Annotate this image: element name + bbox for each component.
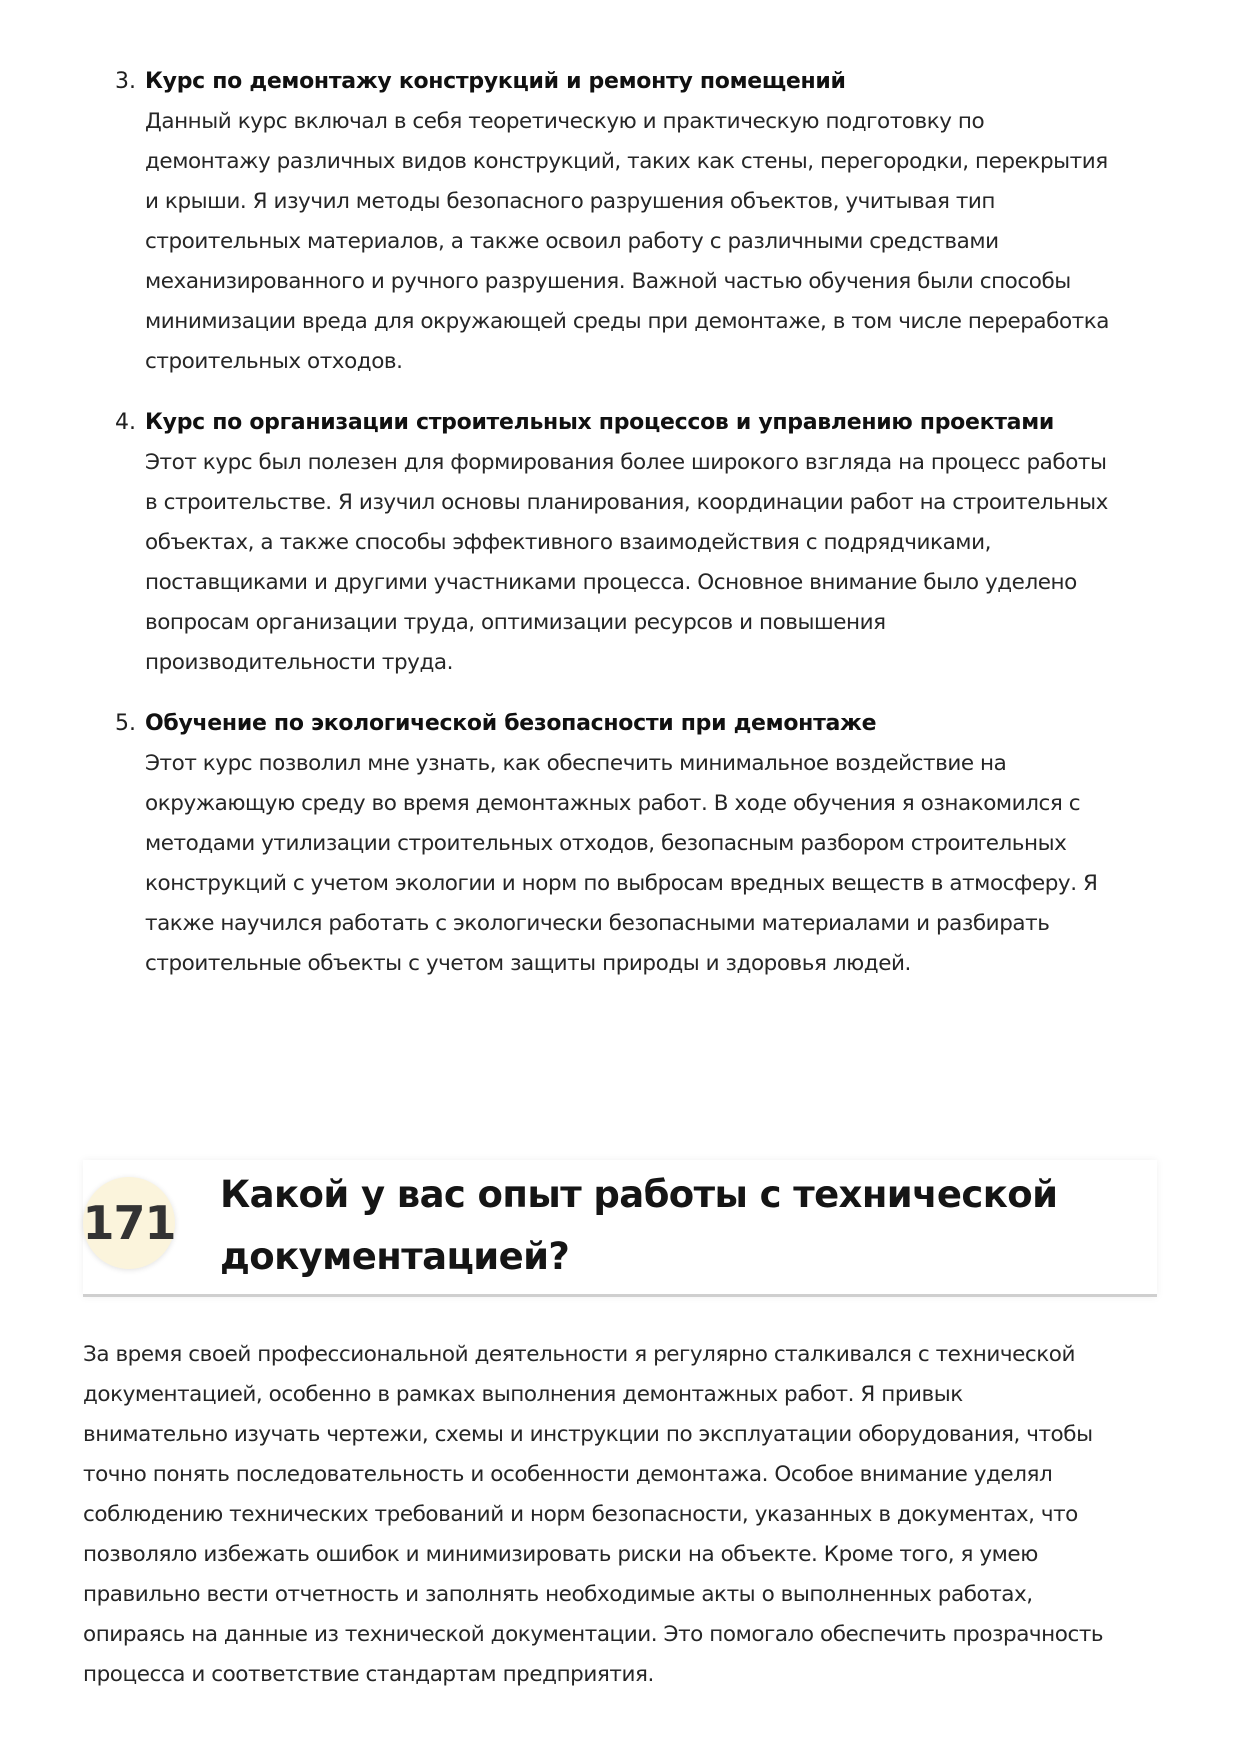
course-desc-line: окружающую среду во время демонтажных работ. В ходе обучения я ознакомился с bbox=[145, 791, 1081, 816]
answer-line: правильно вести отчетность и заполнять необходимые акты о выполненных работах, bbox=[83, 1582, 1033, 1607]
answer-text bbox=[83, 1335, 1163, 1695]
answer-line: За время своей профессиональной деятельности я регулярно сталкивался с технической bbox=[83, 1342, 1076, 1367]
course-desc-line: демонтажу различных видов конструкций, таких как стены, перегородки, перекрытия bbox=[145, 149, 1108, 174]
course-desc-line: вопросам организации труда, оптимизации ресурсов и повышения bbox=[145, 610, 886, 635]
question-header bbox=[83, 1160, 1157, 1297]
question-number-badge: 171 bbox=[83, 1177, 175, 1269]
course-desc-line: Этот курс был полезен для формирования более широкого взгляда на процесс работы bbox=[145, 450, 1107, 475]
answer-line: опираясь на данные из технической документации. Это помогало обеспечить прозрачность bbox=[83, 1622, 1104, 1647]
answer-line: документацией, особенно в рамках выполнения демонтажных работ. Я привык bbox=[83, 1382, 963, 1407]
course-desc-line: конструкций с учетом экологии и норм по выбросам вредных веществ в атмосферу. Я bbox=[145, 871, 1098, 896]
course-desc-line: строительных отходов. bbox=[145, 349, 403, 374]
course-item bbox=[83, 62, 1163, 382]
course-number: 5. bbox=[115, 711, 136, 736]
course-list bbox=[83, 62, 1163, 1005]
course-description bbox=[145, 443, 1163, 683]
answer-line: позволяло избежать ошибок и минимизировать риски на объекте. Кроме того, я умею bbox=[83, 1542, 1038, 1567]
course-item bbox=[83, 704, 1163, 984]
course-desc-line: строительных материалов, а также освоил работу с различными средствами bbox=[145, 229, 999, 254]
course-desc-line: методами утилизации строительных отходов, безопасным разбором строительных bbox=[145, 831, 1067, 856]
question-title-line: документацией? bbox=[220, 1235, 570, 1278]
question-title-line: Какой у вас опыт работы с технической bbox=[220, 1173, 1058, 1216]
course-desc-line: механизированного и ручного разрушения. Важной частью обучения были способы bbox=[145, 269, 1071, 294]
course-desc-line: поставщиками и другими участниками процесса. Основное внимание было уделено bbox=[145, 570, 1077, 595]
answer-line: точно понять последовательность и особенности демонтажа. Особое внимание уделял bbox=[83, 1462, 1053, 1487]
course-desc-line: Этот курс позволил мне узнать, как обеспечить минимальное воздействие на bbox=[145, 751, 1007, 776]
course-desc-line: также научился работать с экологически безопасными материалами и разбирать bbox=[145, 911, 1050, 936]
course-title: Обучение по экологической безопасности при демонтаже bbox=[145, 711, 877, 736]
course-title: Курс по демонтажу конструкций и ремонту помещений bbox=[145, 69, 846, 94]
course-number: 4. bbox=[115, 410, 136, 435]
course-desc-line: минимизации вреда для окружающей среды при демонтаже, в том числе переработка bbox=[145, 309, 1110, 334]
answer-line: процесса и соответствие стандартам предприятия. bbox=[83, 1662, 654, 1687]
course-desc-line: строительные объекты с учетом защиты природы и здоровья людей. bbox=[145, 951, 911, 976]
course-desc-line: в строительстве. Я изучил основы планирования, координации работ на строительных bbox=[145, 490, 1108, 515]
answer-line: внимательно изучать чертежи, схемы и инструкции по эксплуатации оборудования, чтобы bbox=[83, 1422, 1093, 1447]
course-desc-line: и крыши. Я изучил методы безопасного разрушения объектов, учитывая тип bbox=[145, 189, 996, 214]
course-desc-line: Данный курс включал в себя теоретическую и практическую подготовку по bbox=[145, 109, 985, 134]
course-description bbox=[145, 102, 1163, 382]
question-title bbox=[220, 1164, 1120, 1288]
course-item bbox=[83, 403, 1163, 683]
answer-line: соблюдению технических требований и норм безопасности, указанных в документах, что bbox=[83, 1502, 1078, 1527]
course-number: 3. bbox=[115, 69, 136, 94]
course-desc-line: производительности труда. bbox=[145, 650, 453, 675]
course-desc-line: объектах, а также способы эффективного взаимодействия с подрядчиками, bbox=[145, 530, 991, 555]
course-description bbox=[145, 744, 1163, 984]
course-title: Курс по организации строительных процессов и управлению проектами bbox=[145, 410, 1055, 435]
